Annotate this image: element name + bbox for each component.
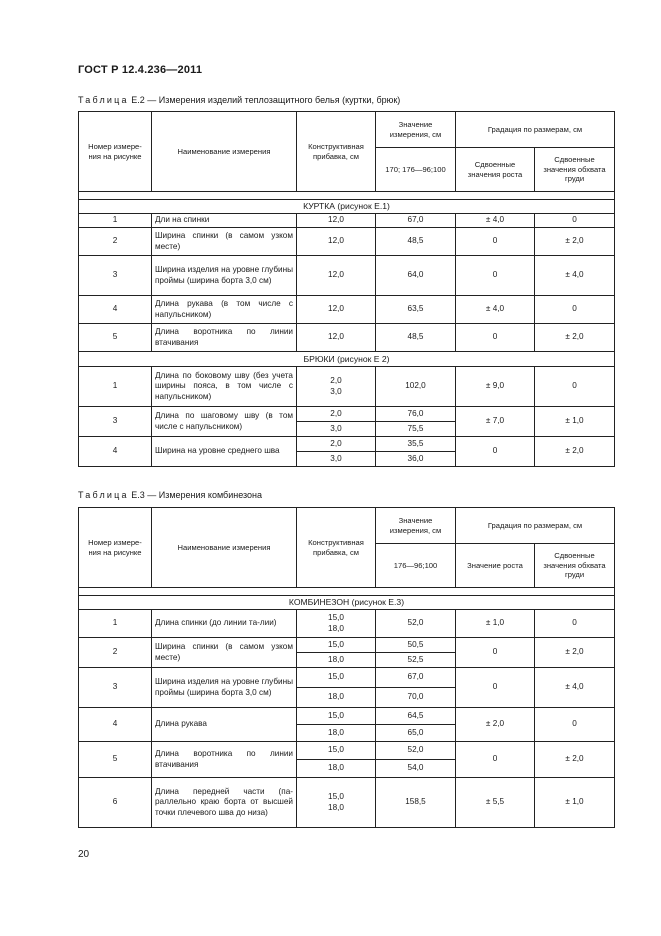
header-grad-height: Сдвоенные значения роста [456,148,535,192]
table-row [79,256,615,296]
cell-num: 4 [79,708,152,742]
cell-allowance [297,778,376,828]
cell-allowance: 18,0 [297,688,376,708]
cell-value: 67,0 [376,214,456,228]
cell-value: 48,5 [376,324,456,352]
cell-grad-chest: 0 [535,367,615,407]
cell-allowance: 12,0 [297,228,376,256]
cell-value: 76,0 [376,407,456,422]
header-value-sub: 170; 176—96;100 [376,148,456,192]
header-name: Наименование измерения [152,112,297,192]
cell-num: 1 [79,610,152,638]
cell-grad-chest: ± 2,0 [535,742,615,778]
cell-grad-height: ± 7,0 [456,407,535,437]
allowance-a: 15,0 [328,792,344,802]
cell-value: 75,5 [376,422,456,437]
header-allowance: Конструктивная прибавка, см [297,508,376,588]
cell-allowance: 18,0 [297,725,376,742]
cell-grad-height: 0 [456,638,535,668]
cell-num: 3 [79,256,152,296]
table-row [79,228,615,256]
cell-num: 2 [79,638,152,668]
table-row [79,778,615,828]
cell-value: 63,5 [376,296,456,324]
cell-value: 48,5 [376,228,456,256]
section-pants: БРЮКИ (рисунок Е 2) [79,352,615,367]
header-gradation: Градация по размерам, см [456,508,615,544]
header-grad-chest: Сдвоенные значения обхвата груди [535,148,615,192]
cell-num: 6 [79,778,152,828]
cell-num: 2 [79,228,152,256]
cell-allowance: 12,0 [297,324,376,352]
cell-grad-chest: ± 1,0 [535,778,615,828]
cell-value: 52,5 [376,653,456,668]
cell-grad-chest: 0 [535,214,615,228]
table-row [79,367,615,407]
cell-value: 52,0 [376,742,456,760]
cell-grad-height: ± 4,0 [456,296,535,324]
cell-value: 64,0 [376,256,456,296]
cell-num: 3 [79,407,152,437]
cell-value: 35,5 [376,437,456,452]
cell-value: 158,5 [376,778,456,828]
cell-grad-height: ± 9,0 [456,367,535,407]
cell-name: Ширина на уровне среднего шва [152,437,297,467]
table-row [79,407,615,422]
table-row [79,638,615,653]
cell-num: 1 [79,367,152,407]
cell-grad-chest: ± 2,0 [535,638,615,668]
allowance-b: 3,0 [330,386,342,396]
cell-allowance: 15,0 [297,742,376,760]
table-row [79,214,615,228]
cell-allowance: 12,0 [297,296,376,324]
header-name: Наименование измерения [152,508,297,588]
allowance-a: 2,0 [330,376,342,386]
cell-allowance: 12,0 [297,214,376,228]
table-row [79,610,615,638]
cell-grad-chest: ± 4,0 [535,668,615,708]
header-gradation: Градация по размерам, см [456,112,615,148]
cell-grad-chest: ± 1,0 [535,407,615,437]
allowance-b: 18,0 [328,802,344,812]
cell-grad-height: ± 4,0 [456,214,535,228]
cell-grad-chest: 0 [535,708,615,742]
caption-text: Измерения комбинезона [158,490,263,500]
header-num: Номер измере-ния на рисунке [79,508,152,588]
cell-name: Ширина изделия на уровне глубины проймы (ширина борта 3,0 см) [152,668,297,708]
cell-grad-chest: ± 4,0 [535,256,615,296]
cell-grad-chest: ± 2,0 [535,228,615,256]
cell-grad-height: 0 [456,668,535,708]
header-value-sub: 176—96;100 [376,544,456,588]
document-code: ГОСТ Р 12.4.236—2011 [78,64,203,76]
cell-grad-height: 0 [456,256,535,296]
cell-grad-height: 0 [456,324,535,352]
cell-num: 5 [79,742,152,778]
cell-num: 4 [79,437,152,467]
cell-value: 36,0 [376,452,456,467]
caption-text: Измерения изделий теплозащитного белья (куртки, брюк) [158,95,401,105]
header-value: Значение измерения, см [376,508,456,544]
cell-value: 65,0 [376,725,456,742]
cell-allowance: 18,0 [297,653,376,668]
cell-grad-chest: 0 [535,296,615,324]
cell-allowance: 2,0 [297,407,376,422]
cell-grad-height: 0 [456,228,535,256]
cell-grad-chest: ± 2,0 [535,324,615,352]
section-coverall: КОМБИНЕЗОН (рисунок Е.3) [79,596,615,610]
table-row [79,437,615,452]
table-e3-caption [78,490,262,500]
cell-grad-chest: 0 [535,610,615,638]
table-e3 [78,507,615,828]
caption-number: Е.2 — [131,95,157,105]
header-allowance: Конструктивная прибавка, см [297,112,376,192]
section-jacket: КУРТКА (рисунок Е.1) [79,200,615,214]
cell-name: Длина спинки (до линии та-лии) [152,610,297,638]
cell-allowance: 15,0 [297,638,376,653]
allowance-a: 15,0 [328,613,344,623]
cell-allowance: 15,0 [297,668,376,688]
header-num: Номер измере-ния на рисунке [79,112,152,192]
cell-value: 67,0 [376,668,456,688]
cell-grad-height: ± 1,0 [456,610,535,638]
cell-value: 50,5 [376,638,456,653]
table-row [79,742,615,760]
cell-value: 52,0 [376,610,456,638]
cell-name: Длина рукава (в том числе с напульсником) [152,296,297,324]
caption-word: Таблица [78,95,129,105]
cell-allowance: 15,0 [297,708,376,725]
header-grad-height: Значение роста [456,544,535,588]
cell-value: 102,0 [376,367,456,407]
cell-grad-height: 0 [456,437,535,467]
cell-grad-chest: ± 2,0 [535,437,615,467]
allowance-b: 18,0 [328,623,344,633]
cell-num: 4 [79,296,152,324]
cell-value: 54,0 [376,760,456,778]
cell-allowance: 18,0 [297,760,376,778]
cell-name: Длина рукава [152,708,297,742]
cell-name: Длина воротника по линии втачивания [152,742,297,778]
cell-num: 1 [79,214,152,228]
cell-allowance: 2,0 [297,437,376,452]
cell-value: 70,0 [376,688,456,708]
cell-name: Длина передней части (па-раллельно краю борта от высшей точки плечевого шва до низа) [152,778,297,828]
table-row [79,296,615,324]
cell-allowance [297,610,376,638]
caption-number: Е.3 — [131,490,157,500]
cell-allowance: 3,0 [297,452,376,467]
header-grad-chest: Сдвоенные значения обхвата груди [535,544,615,588]
cell-num: 3 [79,668,152,708]
cell-allowance [297,367,376,407]
cell-allowance: 12,0 [297,256,376,296]
cell-value: 64,5 [376,708,456,725]
cell-name: Ширина спинки (в самом узком месте) [152,228,297,256]
page-number: 20 [78,849,90,860]
cell-grad-height: ± 2,0 [456,708,535,742]
table-row [79,324,615,352]
cell-name: Длина по шаговому шву (в том числе с напульсником) [152,407,297,437]
cell-allowance: 3,0 [297,422,376,437]
cell-grad-height: ± 5,5 [456,778,535,828]
table-e2 [78,111,615,467]
cell-name: Длина по боковому шву (без учета ширины пояса, в том числе с напульсником) [152,367,297,407]
cell-grad-height: 0 [456,742,535,778]
cell-name: Дли на спинки [152,214,297,228]
table-row [79,668,615,688]
cell-num: 5 [79,324,152,352]
cell-name: Ширина спинки (в самом узком месте) [152,638,297,668]
table-e2-caption [78,95,400,105]
cell-name: Длина воротника по линии втачивания [152,324,297,352]
cell-name: Ширина изделия на уровне глубины проймы (ширина борта 3,0 см) [152,256,297,296]
header-value: Значение измерения, см [376,112,456,148]
table-row [79,708,615,725]
caption-word: Таблица [78,490,129,500]
